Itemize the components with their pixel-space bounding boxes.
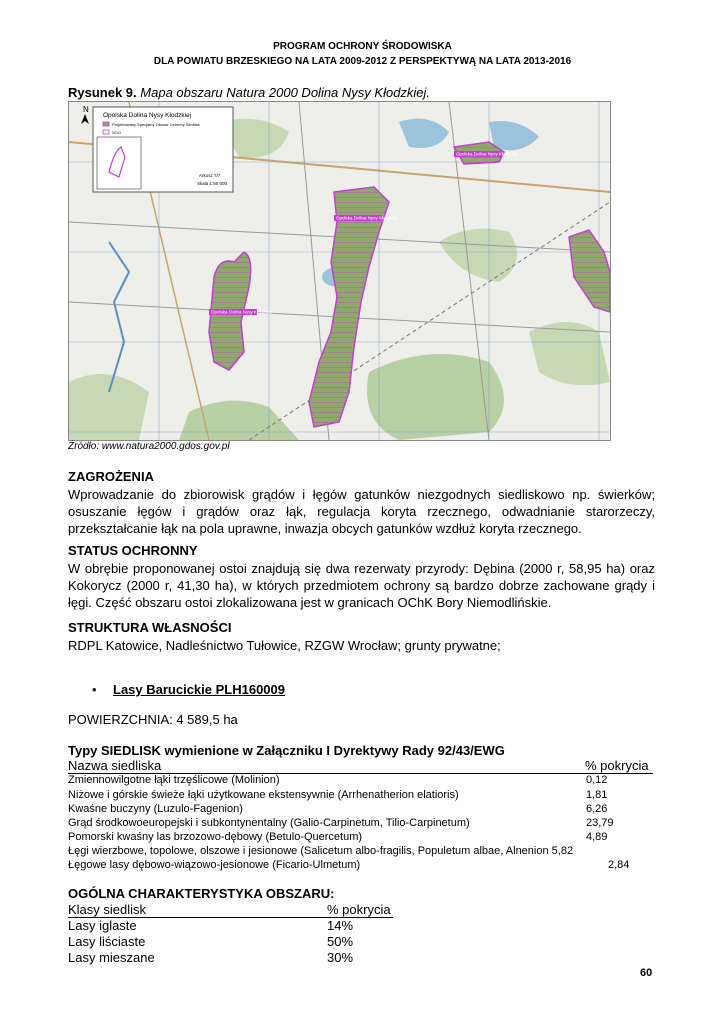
svg-text:N: N — [83, 105, 89, 114]
habitat-cover: 1,81 — [586, 789, 608, 801]
habitat-class-cover: 14% — [327, 918, 354, 933]
table-row — [68, 845, 668, 859]
habitat-name: Niżowe i górskie świeże łąki użytkowane ekstensywnie (Arrhenatherion elatioris) — [68, 789, 459, 801]
map-label: Opolska Dolina Nysy Kłodzkiej — [336, 215, 398, 221]
habitat-cover: 2,84 — [608, 859, 630, 871]
site-area: POWIERZCHNIA: 4 589,5 ha — [68, 712, 238, 727]
habitat-name: Łęgowe lasy dębowo-wiązowo-jesionowe (Ficario-Ulmetum) — [68, 859, 361, 871]
site-name: Lasy Barucickie PLH160009 — [113, 682, 285, 697]
status-heading: STATUS OCHRONNY — [68, 543, 198, 558]
zagrozenia-text: Wprowadzanie do zbiorowisk grądów i łęgów gatunków niezgodnych siedliskowo np. świerków; osuszanie łęgów i grądów oraz łąk, regulacja koryta rzecznego, odwadnianie starorzeczy, przekształcanie łąk na pola uprawne, inwazja obcych gatunków wzdłuż koryta rzecznego. — [68, 487, 655, 536]
legend-sheet: Arkusz 7/7 — [199, 173, 221, 178]
struktura-heading: STRUKTURA WŁASNOŚCI — [68, 620, 232, 635]
table-row — [68, 918, 393, 934]
general-heading: OGÓLNA CHARAKTERYSTYKA OBSZARU: — [68, 886, 335, 901]
habitat-class-cover: 50% — [327, 934, 354, 949]
habitat-cover: 6,26 — [586, 803, 608, 815]
legend-item: Projektowany Specjalny Obszar Ochrony Siedlisk — [112, 122, 200, 127]
habitat-cover: 23,79 — [586, 817, 614, 829]
general-col-class: Klasy siedlisk — [68, 902, 147, 917]
map-label: Opolska Dolina Nysy Kłodzkiej — [211, 309, 273, 315]
habitat-name: Łęgi wierzbowe, topolowe, olszowe i jesionowe (Salicetum albo-fragilis, Populetum albae, Alnenion 5,82 — [68, 845, 574, 857]
habitat-cover: 4,89 — [586, 831, 608, 843]
bullet-icon: • — [92, 682, 97, 697]
general-col-cover: % pokrycia — [327, 902, 391, 917]
map-legend — [93, 107, 233, 192]
figure-caption — [68, 85, 430, 100]
header-subtitle: DLA POWIATU BRZESKIEGO NA LATA 2009-2012 Z PERSPEKTYWĄ NA LATA 2013-2016 — [153, 56, 572, 67]
habitats-table-header — [68, 758, 653, 774]
habitat-class: Lasy mieszane — [68, 950, 155, 965]
map-graphic — [69, 102, 610, 440]
legend-item: SOO — [112, 130, 121, 135]
status-text: W obrębie proponowanej ostoi znajdują się dwa rezerwaty przyrody: Dębina (2000 r, 58,95 ha) oraz Kokorycz (2000 r, 41,30 ha), w których przedmiotem ochrony są bardzo dobrze zachowane grądy i łęgi. Część obszaru ostoi zlokalizowana jest w granicach OChK Bory Niemodlińskie. — [68, 561, 655, 610]
figure-caption-text: Mapa obszaru Natura 2000 Dolina Nysy Kłodzkiej. — [140, 85, 431, 100]
habitats-col-name: Nazwa siedliska — [68, 758, 162, 773]
figure-label: Rysunek 9. — [68, 85, 137, 100]
page-number: 60 — [640, 967, 653, 979]
struktura-text: RDPL Katowice, Nadleśnictwo Tułowice, RZGW Wrocław; grunty prywatne; — [68, 638, 501, 653]
habitat-class-cover: 30% — [327, 950, 354, 965]
table-row — [68, 789, 668, 803]
habitat-name: Grąd środkowoeuropejski i subkontynentalny (Galio-Carpinetum, Tilio-Carpinetum) — [68, 817, 470, 829]
figure-source: Źródło: www.natura2000.gdos.gov.pl — [68, 441, 230, 452]
habitat-name: Pomorski kwaśny las brzozowo-dębowy (Betulo-Quercetum) — [68, 831, 363, 843]
zagrozenia-heading: ZAGROŻENIA — [68, 469, 154, 484]
habitat-name: Kwaśne buczyny (Luzulo-Fagenion) — [68, 803, 243, 815]
habitat-class: Lasy liściaste — [68, 934, 146, 949]
table-row — [68, 817, 668, 831]
habitat-name: Zmiennowilgotne łąki trzęślicowe (Molinion) — [68, 774, 280, 786]
map-label: Opolska Dolina Nysy Kłodzkiej — [456, 151, 518, 157]
legend-title: Opolska Dolina Nysy Kłodzkiej — [103, 112, 192, 119]
habitats-heading: Typy SIEDLISK wymienione w Załączniku I Dyrektywy Rady 92/43/EWG — [68, 743, 505, 758]
table-row — [68, 774, 668, 788]
table-row — [68, 950, 393, 966]
table-row — [68, 859, 668, 873]
habitat-class: Lasy iglaste — [68, 918, 137, 933]
habitats-col-cover: % pokrycia — [585, 758, 649, 773]
table-row — [68, 934, 393, 950]
header-title: PROGRAM OCHRONY ŚRODOWISKA — [273, 41, 452, 52]
general-table-header — [68, 902, 393, 918]
habitat-cover: 0,12 — [586, 774, 608, 786]
table-row — [68, 803, 668, 817]
table-row — [68, 831, 668, 845]
legend-scale: Skala 1:50 000 — [197, 181, 228, 186]
natura-map — [68, 101, 611, 441]
